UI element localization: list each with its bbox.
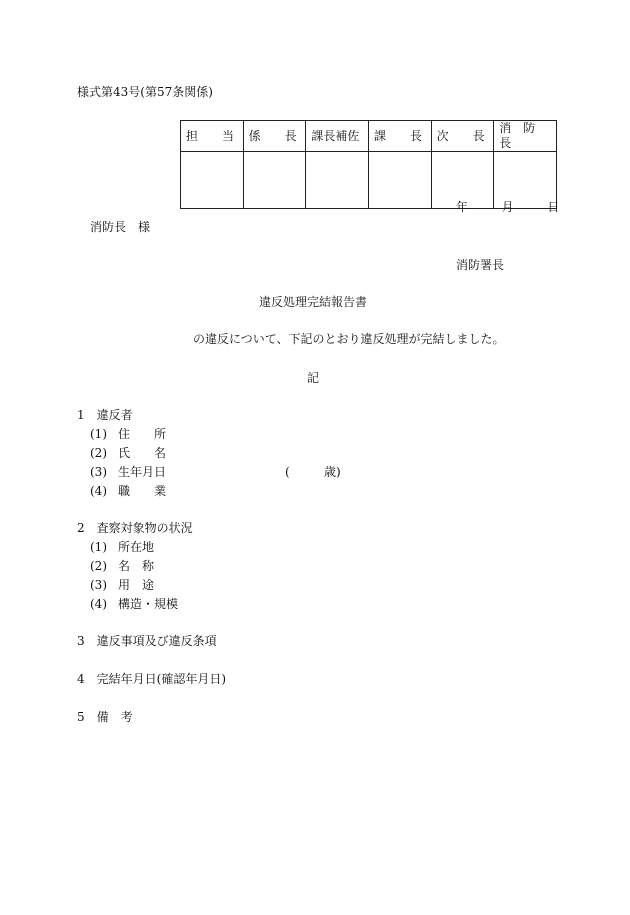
- target-use: (3) 用 途: [90, 578, 155, 592]
- approval-stamp-table: [180, 120, 557, 209]
- approval-header-kacho: 課 長: [368, 121, 431, 152]
- date-month-label: 月: [501, 200, 514, 214]
- form-number: 様式第43号(第57条関係): [77, 85, 213, 99]
- approval-header-tanto: 担 当: [181, 121, 244, 152]
- report-date: [456, 201, 559, 213]
- approval-stamp-cell[interactable]: [306, 152, 369, 209]
- section-violation-items: 3 違反事項及び違反条項: [77, 634, 217, 648]
- approval-stamp-cell[interactable]: [368, 152, 431, 209]
- section-violator: 1 違反者: [77, 408, 133, 422]
- violator-birthdate: (3) 生年月日: [90, 465, 167, 479]
- section-remarks: 5 備 考: [77, 710, 133, 724]
- date-year-label: 年: [456, 200, 469, 214]
- body-text: の違反について、下記のとおり違反処理が完結しました。: [193, 332, 505, 346]
- violator-age-open: (: [285, 465, 290, 479]
- addressee: 消防長 様: [90, 220, 151, 234]
- violator-address: (1) 住 所: [90, 427, 167, 441]
- document-title: 違反処理完結報告書: [259, 295, 368, 309]
- target-name: (2) 名 称: [90, 559, 155, 573]
- target-structure-scale: (4) 構造・規模: [90, 597, 179, 611]
- approval-header-jicho: 次 長: [431, 121, 494, 152]
- target-location: (1) 所在地: [90, 540, 155, 554]
- section-inspection-target: 2 査察対象物の状況: [77, 521, 193, 535]
- violator-name: (2) 氏 名: [90, 446, 167, 460]
- approval-stamp-cell[interactable]: [181, 152, 244, 209]
- ki-heading: 記: [307, 371, 320, 385]
- approval-header-kachohosa: 課長補佐: [306, 121, 369, 152]
- violator-occupation: (4) 職 業: [90, 484, 167, 498]
- approval-stamp-cell[interactable]: [243, 152, 306, 209]
- approval-header-kakaricho: 係 長: [243, 121, 306, 152]
- date-day-label: 日: [547, 200, 560, 214]
- violator-age-close: 歳): [324, 465, 341, 479]
- approval-header-shoubocho: 消 防 長: [494, 121, 557, 152]
- sender: 消防署長: [456, 258, 505, 272]
- section-completion-date: 4 完結年月日(確認年月日): [77, 672, 226, 686]
